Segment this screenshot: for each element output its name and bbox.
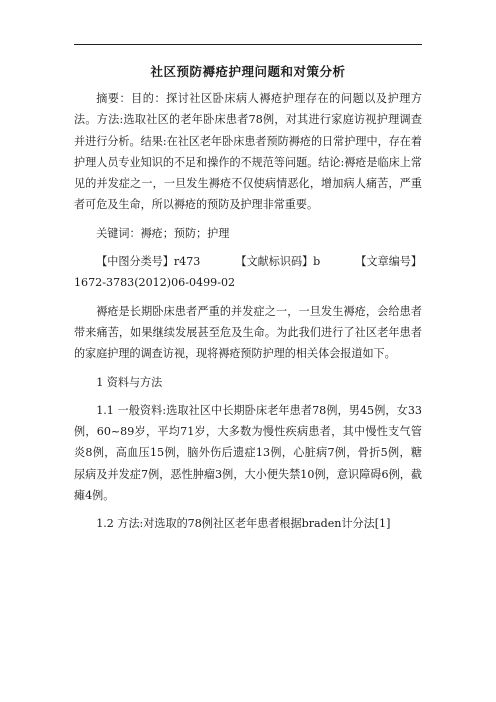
classification-row xyxy=(74,251,422,272)
clc-code: 【中图分类号】r473 xyxy=(96,255,201,269)
header-rule xyxy=(74,44,422,45)
section-1-1-paragraph: 1.1 一般资料:选取社区中长期卧床老年患者78例，男45例，女33例，60~89岁，平均71岁，大多数为慢性疾病患者，其中慢性支气管炎8例，高血压15例，脑外伤后遗症13例，心脏病7例，骨折5例，糖尿病及并发症7例，恶性肿瘤3例，大小便失禁10例，意识障碍6例，截瘫4例。 xyxy=(74,403,422,503)
article-number-label: 【文章编号】 xyxy=(355,255,422,269)
intro-paragraph: 褥疮是长期卧床患者严重的并发症之一，一旦发生褥疮，会给患者带来痛苦，如果继续发展甚至危及生命。为此我们进行了社区老年患者的家庭护理的调查访视，现将褥疮预防护理的相关体会报道如下。 xyxy=(74,304,422,361)
document-code: 【文献标识码】b xyxy=(235,255,321,269)
keywords-paragraph: 关键词：褥疮；预防；护理 xyxy=(96,226,230,240)
section-heading: 1 资料与方法 xyxy=(96,375,163,389)
article-body xyxy=(74,88,422,542)
classification-block xyxy=(74,251,422,294)
abstract-paragraph: 摘要：目的：探讨社区卧床病人褥疮护理存在的问题以及护理方法。方法:选取社区的老年卧床患者78例，对其进行家庭访视护理调查并进行分析。结果:在社区老年卧床患者预防褥疮的日常护理中，存在着护理人员专业知识的不足和操作的不规范等问题。结论:褥疮是临床上常见的并发症之一，一旦发生褥疮不仅使病情恶化，增加病人痛苦，严重者可危及生命，所以褥疮的预防及护理非常重要。 xyxy=(74,92,422,212)
article-title: 社区预防褥疮护理问题和对策分析 xyxy=(150,64,346,79)
section-1-2-paragraph: 1.2 方法:对选取的78例社区老年患者根据braden计分法[1] xyxy=(96,517,391,531)
article-number-value: 1672-3783(2012)06-0499-02 xyxy=(74,276,236,290)
